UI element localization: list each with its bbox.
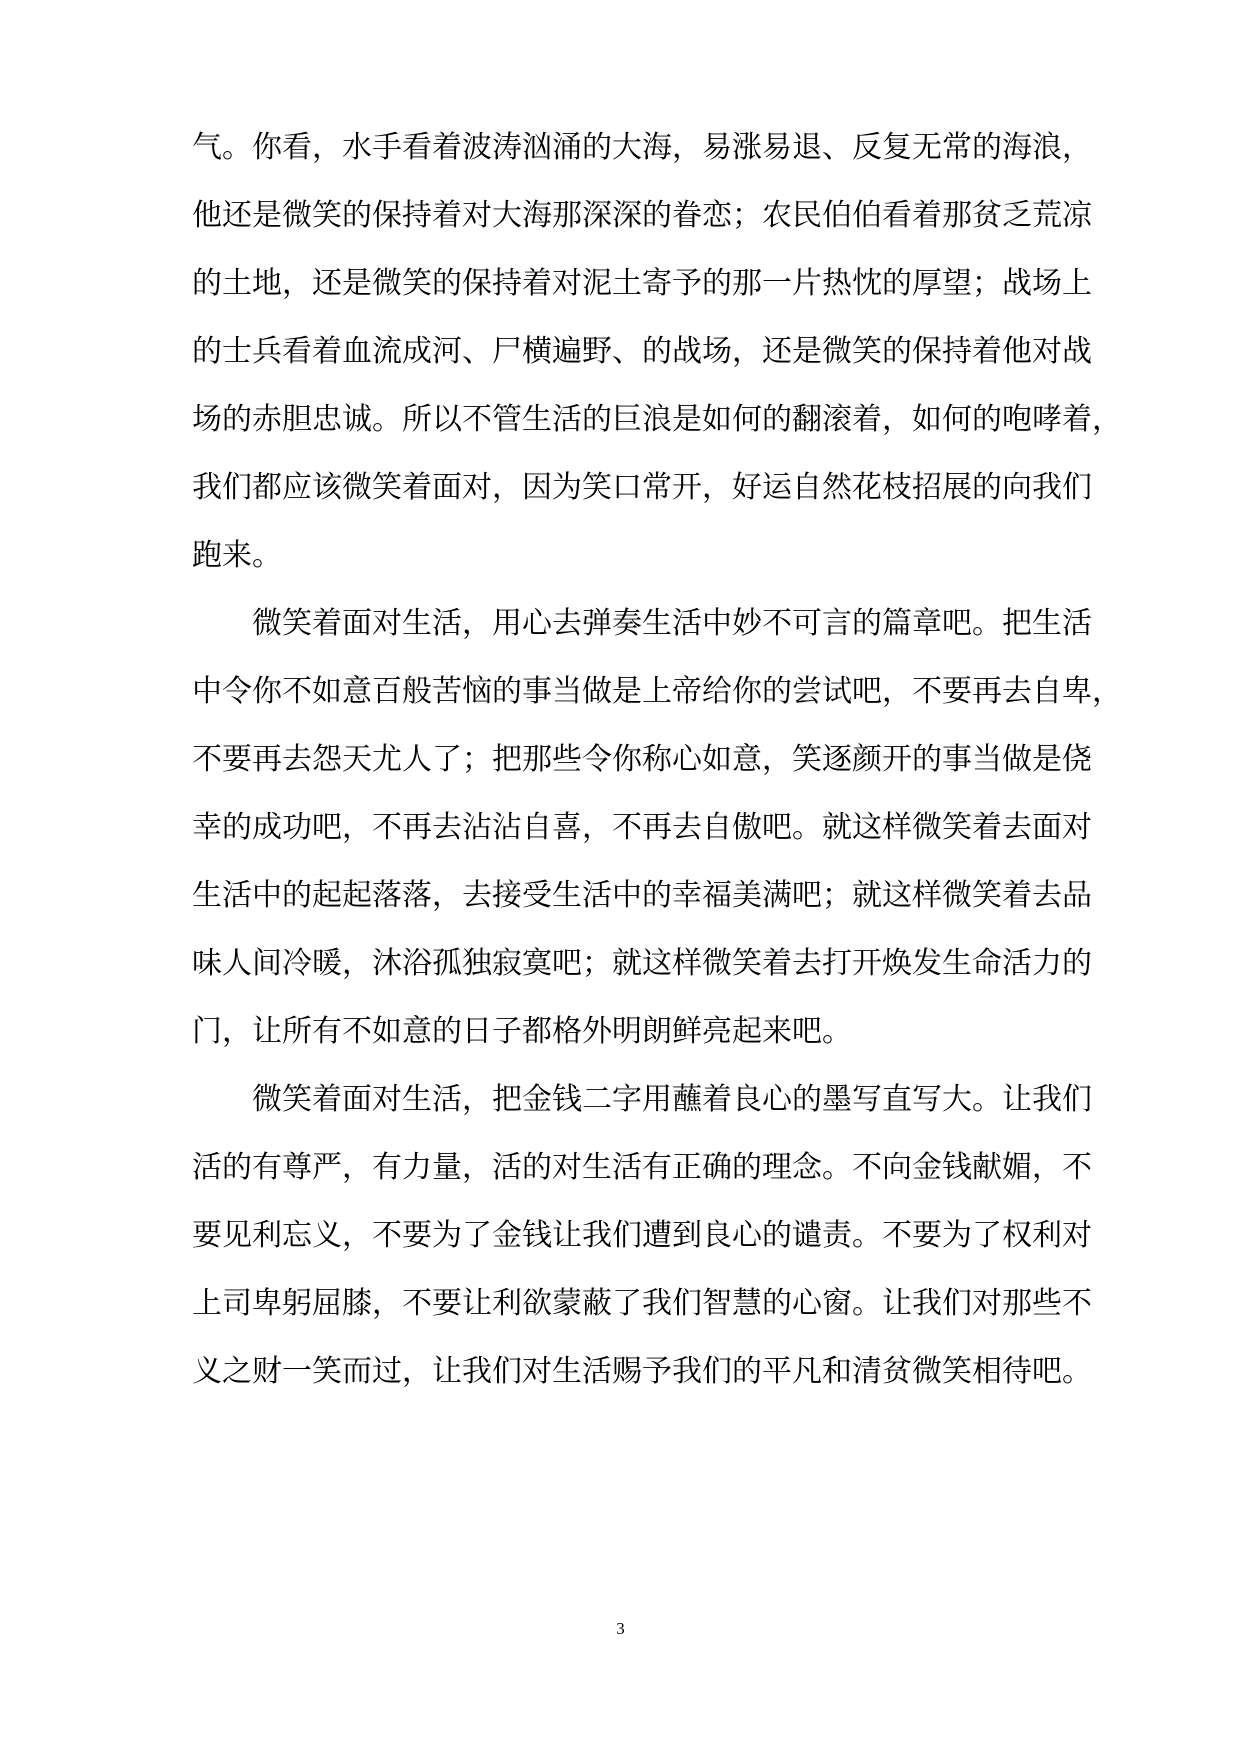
- text-line: 微笑着面对生活，用心去弹奏生活中妙不可言的篇章吧。把生活: [192, 606, 1092, 641]
- text-line: 门，让所有不如意的日子都格外明朗鲜亮起来吧。: [192, 1014, 852, 1049]
- text-line: 我们都应该微笑着面对，因为笑口常开，好运自然花枝招展的向我们: [192, 470, 1092, 505]
- text-line: 微笑着面对生活，把金钱二字用蘸着良心的墨写直写大。让我们: [192, 1082, 1092, 1117]
- text-line: 中令你不如意百般苦恼的事当做是上帝给你的尝试吧，不要再去自卑，: [192, 674, 1122, 709]
- text-line: 不要再去怨天尤人了；把那些令你称心如意，笑逐颜开的事当做是侥: [192, 742, 1092, 777]
- text-line: 的士兵看着血流成河、尸横遍野、的战场，还是微笑的保持着他对战: [192, 334, 1092, 369]
- text-line: 场的赤胆忠诚。所以不管生活的巨浪是如何的翻滚着，如何的咆哮着，: [192, 402, 1122, 437]
- text-line: 要见利忘义，不要为了金钱让我们遭到良心的谴责。不要为了权利对: [192, 1218, 1092, 1253]
- text-line: 幸的成功吧，不再去沾沾自喜，不再去自傲吧。就这样微笑着去面对: [192, 810, 1092, 845]
- page-number: 3: [616, 1619, 625, 1638]
- text-line: 味人间冷暖，沐浴孤独寂寞吧；就这样微笑着去打开焕发生命活力的: [192, 946, 1092, 981]
- text-line: 上司卑躬屈膝，不要让利欲蒙蔽了我们智慧的心窗。让我们对那些不: [192, 1286, 1092, 1321]
- text-line: 他还是微笑的保持着对大海那深深的眷恋；农民伯伯看着那贫乏荒凉: [192, 198, 1092, 233]
- text-line: 义之财一笑而过，让我们对生活赐予我们的平凡和清贫微笑相待吧。: [192, 1354, 1092, 1389]
- text-line: 的土地，还是微笑的保持着对泥土寄予的那一片热忱的厚望；战场上: [192, 266, 1092, 301]
- text-line: 生活中的起起落落，去接受生活中的幸福美满吧；就这样微笑着去品: [192, 878, 1092, 913]
- text-line: 气。你看，水手看着波涛汹涌的大海，易涨易退、反复无常的海浪，: [192, 130, 1092, 165]
- text-line: 活的有尊严，有力量，活的对生活有正确的理念。不向金钱献媚，不: [192, 1150, 1092, 1185]
- text-line: 跑来。: [192, 538, 282, 573]
